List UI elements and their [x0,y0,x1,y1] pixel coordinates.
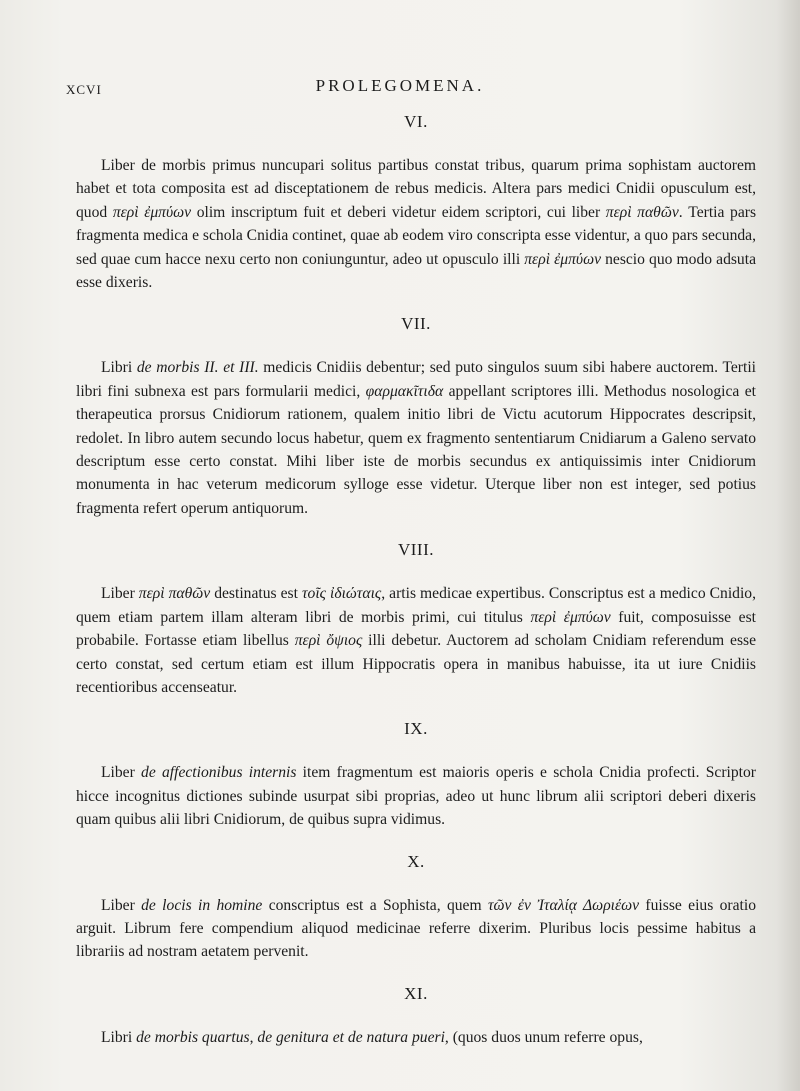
italic-phrase: περὶ ἐμπύων [524,250,601,268]
italic-phrase: τῶν ἐν Ἰταλίᾳ Δωριέων [487,896,640,914]
section-viii [76,540,756,699]
text-run: medicis Cnidiis debentur; sed puto singulos suum sibi habere auctorem. Tertii libri fini subnexa est pars formularii medici, [76,359,756,400]
section-numeral: XI. [404,983,428,1003]
main-text [76,112,756,1069]
text-run: fuit, composuisse est probabile. Fortasse etiam libellus [76,608,756,650]
text-run: Liber [101,764,142,782]
italic-phrase: de locis in homine [141,896,263,914]
section-xi [76,984,756,1049]
section-paragraph [76,894,756,964]
text-run: item fragmentum est maioris operis e schola Cnidia profecti. Scriptor hicce incognitus dictiones subinde usurpat sibi proprias, adeo ut hunc librum alii scriptori deberi dixeris quam quibus alii libri Cnidiorum, de quibus supra vidimus. [76,764,756,829]
text-run: Liber [101,896,142,914]
italic-phrase: περὶ ὄψιος [294,632,363,650]
section-vii [76,314,756,520]
italic-phrase: περὶ παθῶν [605,203,679,221]
running-header [0,76,800,98]
section-paragraph [76,582,756,699]
section-numeral: VI. [404,112,428,131]
italic-phrase: de morbis II. et III. [136,359,259,377]
italic-phrase: de genitura et de natura pueri [257,1028,445,1046]
text-run: Libri [101,359,137,377]
page-number: XCVI [66,82,102,97]
text-run: destinatus est [210,585,302,603]
text-run: , (quos duos unum referre opus, [444,1028,643,1046]
text-run: . Tertia pars fragmenta medica e schola Cnidia continet, quae ab eodem viro conscripta esse videntur, a quo pars secunda, sed quae cum hacce nexu certo non coniunguntur, adeo ut opusculo illi [76,203,757,268]
section-paragraph [76,1026,756,1049]
text-run: illi debetur. Auctorem ad scholam Cnidiam referendum esse certo constat, sed certum etiam est illum Hippocratis opera in manibus habuisse, ita ut iure Cnidiis recentioribus accenseatur. [76,632,756,696]
section-paragraph [76,761,756,831]
section-numeral: IX. [404,719,428,739]
text-run: appellant scriptores illi. Methodus nosologica et therapeutica prorsus Cnidiorum rationem, qualem initio libri de Victu acutorum Hippocrates descripsit, redolet. In libro autem secundo locus habetur, quem ex fragmento sententiarum Cnidiarum a Galeno servato descriptum esse certo constat. Mihi liber iste de morbis secundus ex antiquissimis inter Cnidiorum monumenta in hac veterum medicorum sylloge esse videtur. Uterque liber non est integer, sed potius fragmenta refert operum antiquorum. [76,382,756,517]
text-run: conscriptus est a Sophista, quem [262,896,488,914]
running-title: PROLEGOMENA. [315,76,485,95]
text-run: olim inscriptum fuit et deberi videtur eidem scriptori, cui liber [191,203,606,221]
text-run: fuisse eius oratio arguit. Librum fere compendium aliquod medicinae referre dixerim. Pluribus locis pessime habitus a librariis ad nostram aetatem pervenit. [76,896,756,961]
italic-phrase: περὶ ἐμπύων [530,608,611,626]
italic-phrase: de affectionibus internis [141,764,297,782]
italic-phrase: τοῖς ἰδιώταις [301,585,382,603]
italic-phrase: περὶ ἐμπύων [112,203,192,221]
text-run: , artis medicae expertibus. Conscriptus est a medico Cnidio, quem etiam partem illam alteram libri de morbis primi, cui titulus [76,585,756,626]
section-x [76,852,756,964]
text-run: Liber [101,585,139,603]
text-run: nescio quo modo adsuta esse dixeris. [76,250,756,292]
section-ix [76,719,756,831]
section-numeral: VIII. [397,540,434,560]
section-paragraph [76,356,756,520]
section-numeral: VII. [401,314,431,334]
text-run: Liber de morbis primus nuncupari solitus partibus constat tribus, quarum prima sophistam auctorem habet et tota composita est ad disceptationem de rebus medicis. Altera pars medici Cnidii opusculum est, quod [76,157,756,221]
italic-phrase: de morbis quartus [136,1028,250,1046]
text-run: Libri [101,1028,137,1046]
text-run: , [249,1028,258,1046]
italic-phrase: περὶ παθῶν [138,585,211,603]
section-vi [76,112,756,294]
section-paragraph [76,154,756,294]
italic-phrase: φαρμακῖτιδα [365,382,444,400]
section-numeral: X. [407,851,425,871]
